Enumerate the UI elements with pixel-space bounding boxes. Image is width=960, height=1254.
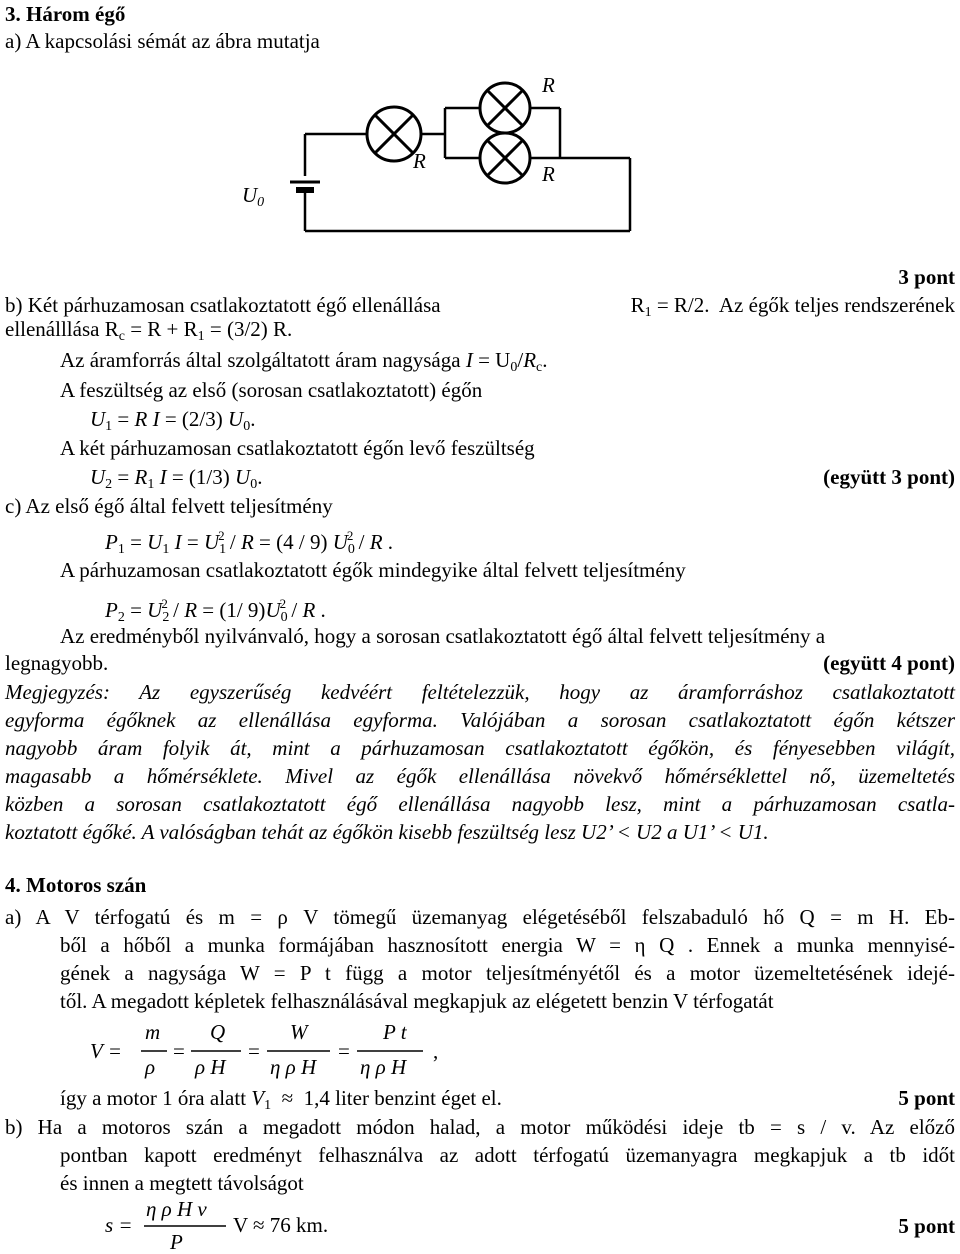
s3-c-line1: c) Az első égő által felvett teljesítmény	[5, 494, 333, 518]
label-u0: U0	[242, 183, 265, 210]
s4-b-points: 5 pont	[898, 1214, 955, 1238]
s4-a-line2: ből a hőből a munka formájában hasznosított energia W = η Q . Ennek a munka mennyisé-	[60, 933, 955, 957]
s4-b-line3: és innen a megtett távolságot	[60, 1171, 304, 1195]
s3-b-line5: $U_1 = R$ I = (2/3) $U_0$.	[90, 407, 256, 434]
svg-text:P t: P t	[383, 1020, 407, 1044]
svg-text:V ≈ 76 km.: V ≈ 76 km.	[233, 1213, 329, 1237]
s3-c-line4: $P_2 = U_2^2 / R = (1/$ $9)U_0^2$ / R .	[105, 596, 326, 625]
s4-a-line3: gének a nagysága W = P t függ a motor teljesítményétől és a motor üzemeltetésének idejé-	[60, 961, 955, 985]
s3-b-line1: b) Két párhuzamosan csatlakoztatott égő ellenállása $R_1 = R/2$. Az égők teljes rendszerének	[5, 293, 955, 320]
svg-text:V =: V =	[90, 1039, 122, 1063]
s3-b-line6: A két párhuzamosan csatlakoztatott égőn levő feszültség	[60, 436, 535, 460]
s3-b-line2: ellenálllása $R_c = R + R_1 = (3/2)$ R.	[5, 317, 293, 344]
s4-b-line1: b) Ha a motoros szán a megadott módon halad, a motor működési ideje tb = s / v. Az előző	[5, 1115, 955, 1139]
svg-text:=: =	[338, 1039, 350, 1063]
s4-b-line2: pontban kapott eredményt felhasználva az adott térfogatú üzemanyagra megkapjuk a tb időt	[60, 1143, 955, 1167]
s3-b-points: (együtt 3 pont)	[823, 465, 955, 489]
lamp-parallel-top-icon	[480, 83, 530, 133]
s4-a-line4: től. A megadott képletek felhasználásával megkapjuk az elégetett benzin V térfogatát	[60, 989, 774, 1013]
equation-volume	[85, 1018, 485, 1080]
svg-text:P: P	[170, 1230, 183, 1254]
svg-text:,: ,	[433, 1039, 439, 1063]
section-4-title: 4. Motoros szán	[5, 873, 147, 897]
s3-a-points: 3 pont	[898, 265, 955, 289]
svg-text:ρ: ρ	[145, 1055, 156, 1079]
s4-a-line1: a) A V térfogatú és m = ρ V tömegű üzemanyag elégetéséből felszabaduló hő Q = m H. Eb-	[5, 905, 955, 929]
s3-b-line4: A feszültség az első (sorosan csatlakoztatott) égőn	[60, 378, 483, 402]
lamp-parallel-bottom-icon	[480, 133, 530, 183]
svg-text:s =: s =	[105, 1213, 133, 1237]
s3-c-line3: A párhuzamosan csatlakoztatott égők mindegyike által felvett teljesítmény	[60, 558, 686, 582]
s3-note-line4: magasabb a hőmérséklete. Mivel az égők ellenállása növekvő hőmérséklettel nő, üzemeltetés	[5, 764, 955, 788]
s3-a-text: a) A kapcsolási sémát az ábra mutatja	[5, 29, 320, 53]
s3-note-line1: Megjegyzés: Az egyszerűség kedvéért feltételezzük, hogy az áramforráshoz csatlakoztatott	[5, 680, 955, 704]
s3-b-line3: Az áramforrás által szolgáltatott áram nagysága $I = U_0/R_c$.	[60, 348, 548, 375]
s3-c-line5: Az eredményből nyilvánvaló, hogy a sorosan csatlakoztatott égő által felvett teljesítmény a	[60, 624, 826, 648]
svg-text:m: m	[145, 1020, 161, 1044]
svg-text:η ρ H: η ρ H	[270, 1055, 317, 1079]
s4-a-line5: így a motor 1 óra alatt $V_1 \approx 1,4$ liter benzint éget el.	[60, 1086, 502, 1113]
label-r-bottom: R	[542, 162, 555, 186]
circuit-diagram	[230, 68, 640, 258]
equation-distance	[100, 1196, 420, 1254]
svg-text:=: =	[173, 1039, 185, 1063]
s3-note-line2: egyforma égőknek az ellenállása egyforma. Valójában a sorosan csatlakoztatott égőn kétszer	[5, 708, 955, 732]
s3-b-line7: $U_2 = R_1$ I = (1/3) $U_0$.	[90, 465, 263, 492]
svg-text:ρ H: ρ H	[195, 1055, 226, 1079]
label-r-middle: R	[413, 149, 426, 173]
label-r-top: R	[542, 73, 555, 97]
s3-note-line5: közben a sorosan csatlakoztatott égő ellenállása nagyobb lesz, mint a párhuzamosan csatla-	[5, 792, 955, 816]
s3-c-line2: $P_1 = U_1$ $I = U_1^2 / R = (4 / 9)$ $U_0^2$ / R .	[105, 528, 394, 557]
svg-text:η ρ H: η ρ H	[360, 1055, 407, 1079]
section-3-title: 3. Három égő	[5, 2, 126, 26]
svg-text:W: W	[290, 1020, 308, 1044]
s3-c-line6: legnagyobb.	[5, 651, 109, 675]
s3-note-line6: koztatott égőké. A valóságban tehát az égőkön kisebb feszültség lesz U2’ < U2 a U1’ < U1.	[5, 820, 769, 844]
svg-text:η ρ H v: η ρ H v	[146, 1197, 207, 1221]
s3-note-line3: nagyobb áram folyik át, mint a párhuzamosan csatlakoztatott égőkön, és fényesebben világít,	[5, 736, 955, 760]
svg-text:=: =	[248, 1039, 260, 1063]
svg-text:Q: Q	[210, 1020, 226, 1044]
s3-c-points: (együtt 4 pont)	[823, 651, 955, 675]
s4-a-points: 5 pont	[898, 1086, 955, 1110]
